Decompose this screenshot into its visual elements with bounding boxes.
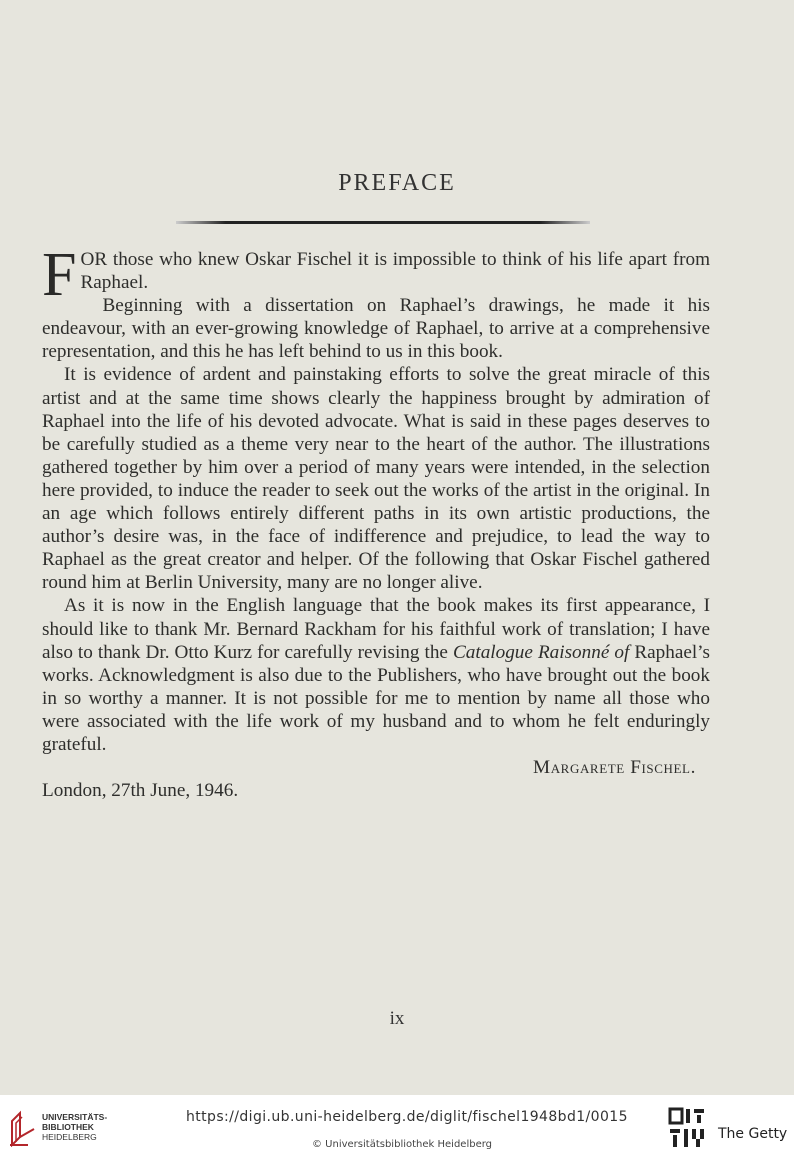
page-title: PREFACE [338, 170, 456, 196]
title-rule [176, 221, 590, 224]
first-paragraph-text: OR those who knew Oskar Fischel it is impossible to think of his life apart from Raphael. [80, 249, 710, 294]
place-date: London, 27th June, 1946. [42, 780, 239, 802]
paragraph-4-part-2: Raphael’s works. Acknowledgment is also due to the Publishers, who have brought out the book in so worthy a manner. It is not possible for me to mention by name all those who were associated with the life work of my husband and to whom he felt enduringly grateful. [42, 641, 710, 755]
permalink[interactable]: https://digi.ub.uni-heidelberg.de/diglit/fischel1948bd1/0015 [186, 1109, 628, 1125]
paragraph-2: Beginning with a dissertation on Raphael’s drawings, he made it his endeavour, with an ever-growing knowledge of Raphael, to arrive at a comprehensive representation, and this he has left behind to us in this book. [42, 295, 710, 363]
paragraph-3: It is evidence of ardent and painstaking efforts to solve the great miracle of this artist and at the same time shows clearly the happiness brought by admiration of Raphael into the life of his devoted advocate. What is said in these pages deserves to be carefully studied as a theme very near to the heart of the author. The illustrations gathered together by him over a period of many years were intended, in the selection here provided, to induce the reader to seek out the works of the artist in the original. In an age which follows entirely different paths in its own artistic productions, the author’s desire was, in the face of indifference and prejudice, to lead the way to Raphael as the great creator and helper. Of the following that Oskar Fischel gathered round him at Berlin University, many are no longer alive. [42, 364, 710, 594]
copyright-notice: © Universitätsbibliothek Heidelberg [312, 1139, 493, 1150]
university-library-logo-icon [8, 1109, 38, 1147]
first-paragraph [42, 241, 710, 309]
library-name [42, 1112, 107, 1142]
library-name-line-2: BIBLIOTHEK [42, 1122, 94, 1132]
getty-logo-icon [668, 1107, 706, 1149]
paragraph-4-part-1: As it is now in the English language that the book makes its first appearance, I should like to thank Mr. Bernard Rackham for his faithful work of translation; I have also to thank Dr. Otto Kurz for carefully revising the [42, 595, 710, 663]
preface-body [42, 241, 710, 802]
signature: Margarete Fischel. [533, 757, 696, 779]
page-number: ix [389, 1008, 405, 1029]
drop-cap: F [42, 241, 77, 309]
catalogue-title: Catalogue Raisonné of [452, 641, 630, 663]
library-name-line-1: UNIVERSITÄTS- [42, 1112, 108, 1122]
library-name-line-3: HEIDELBERG [42, 1132, 97, 1142]
getty-label: The Getty [718, 1126, 788, 1142]
footer-bar [0, 1095, 794, 1161]
paragraph-4 [42, 594, 710, 756]
